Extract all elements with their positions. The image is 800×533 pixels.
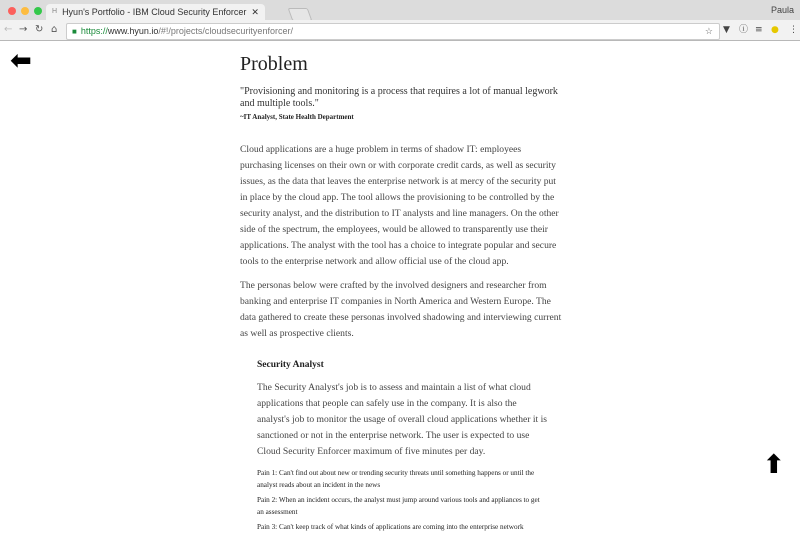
persona-description: The Security Analyst's job is to assess and maintain a list of what cloud applications that people can safely use in the company. It is also the analyst's job to monitor the usage of overall cloud applications whether it is sanctioned or not in the enterprise network. The user is expected to use Cloud Security Enforcer maximum of five minutes per day. [257,382,548,457]
browser-chrome [0,0,800,41]
pocket-icon[interactable]: ▼ [723,25,730,35]
tab-title: Hyun's Portfolio - IBM Cloud Security Enforcer [62,7,247,17]
reload-icon[interactable]: ↻ [35,24,44,35]
scroll-to-top-icon[interactable]: ⬆ [763,450,785,480]
paragraph: The personas below were crafted by the involved designers and researcher from banking and enterprise IT companies in North America and Western Europe. The data gathered to create these personas involved shadowing and interviewing current as well as prospective clients. [240,280,562,339]
profile-name[interactable]: Paula [770,5,794,15]
paragraph: Cloud applications are a huge problem in terms of shadow IT: employees purchasing licenses on their own or with corporate credit cards, as well as security issues, as the data that leaves the enterprise network is at mercy of the security put in place by the cloud app. The tool allows the provisioning to be controlled by the security analyst, and the distribution to IT analysts and line managers. On the other side of the spectrum, the employees, would be allowed to transparently use their applications. The analyst with the tool has a choice to integrate popular and secure tools to the enterprise network and allow official use of the cloud app. [240,144,559,267]
layers-icon[interactable]: ≡ [755,25,763,35]
bookmark-star-icon[interactable]: ☆ [704,26,713,36]
quote: "Provisioning and monitoring is a process that requires a lot of manual legwork and multiple tools." [240,86,558,109]
pain-point: Pain 3: Can't keep track of what kinds of applications are coming into the enterprise network [257,523,524,531]
persona-card [257,359,547,533]
maximize-window-button[interactable] [34,7,42,15]
home-icon[interactable]: ⌂ [51,24,58,35]
favicon-icon: H [52,8,58,15]
emoji-extension-icon[interactable]: ● [771,25,779,35]
info-icon[interactable]: ⓘ [739,25,749,35]
page-title: Problem [240,53,308,75]
back-icon[interactable]: ← [4,24,13,35]
address-bar[interactable]: ■ https://www.hyun.io/#!/projects/cloudsecurityenforcer/ ☆ [66,23,720,40]
pain-point: Pain 2: When an incident occurs, the analyst must jump around various tools and appliances to get an assessment [257,496,540,516]
forward-icon[interactable]: → [19,24,28,35]
lock-icon: ■ [72,27,77,36]
quote-attribution: ~IT Analyst, State Health Department [240,113,354,121]
menu-icon[interactable]: ⋮ [789,25,798,35]
pain-point: Pain 1: Can't find out about new or trending security threats until something happens or until the analyst reads about an incident in the news [257,469,535,489]
close-window-button[interactable] [8,7,16,15]
persona-title: Security Analyst [257,360,324,370]
browser-tab[interactable] [46,4,265,20]
main-content [240,52,562,533]
close-tab-icon[interactable]: ✕ [251,7,259,17]
back-arrow-icon[interactable]: ⬅ [10,46,32,76]
minimize-window-button[interactable] [21,7,29,15]
toolbar [0,20,800,40]
